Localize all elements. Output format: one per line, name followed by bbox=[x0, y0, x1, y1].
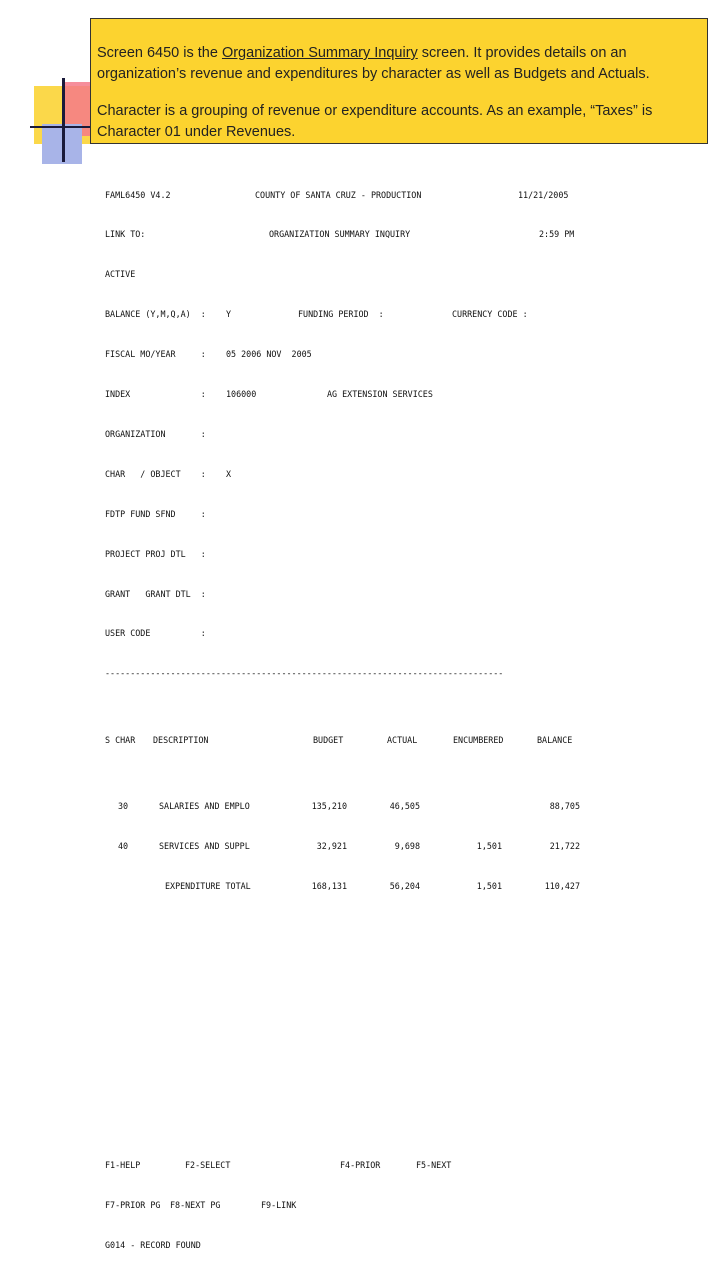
status-text: ACTIVE bbox=[105, 269, 136, 280]
index-row bbox=[105, 388, 705, 401]
project-row bbox=[105, 548, 705, 561]
grant-label: GRANT GRANT DTL : bbox=[105, 588, 206, 599]
f4-prior-key[interactable]: F4-PRIOR bbox=[340, 1160, 381, 1171]
user-code-row bbox=[105, 627, 705, 640]
description-text: Screen 6450 is the bbox=[97, 45, 222, 61]
fiscal-label: FISCAL MO/YEAR : bbox=[105, 349, 206, 360]
description-box bbox=[90, 18, 708, 144]
organization-label: ORGANIZATION : bbox=[105, 428, 206, 439]
grant-row bbox=[105, 588, 705, 601]
date: 11/21/2005 bbox=[518, 189, 569, 200]
index-description: AG EXTENSION SERVICES bbox=[327, 389, 433, 400]
decor-vertical-line bbox=[62, 78, 65, 162]
f2-select-key[interactable]: F2-SELECT bbox=[185, 1160, 231, 1171]
fdtp-row bbox=[105, 508, 705, 521]
fdtp-label: FDTP FUND SFND : bbox=[105, 508, 206, 519]
row-budget: 135,210 bbox=[311, 801, 347, 812]
row-description: SALARIES AND EMPLO bbox=[159, 801, 250, 812]
time: 2:59 PM bbox=[539, 229, 575, 240]
separator-row bbox=[105, 667, 705, 680]
screen-id: FAML6450 V4.2 bbox=[105, 189, 171, 200]
separator-line: ------------------------------------------------------------------------------- bbox=[105, 668, 504, 679]
total-description: EXPENDITURE TOTAL bbox=[165, 881, 251, 892]
organization-row bbox=[105, 428, 705, 441]
row-budget: 32,921 bbox=[316, 841, 347, 852]
system-name: COUNTY OF SANTA CRUZ - PRODUCTION bbox=[255, 189, 422, 200]
description-paragraph-2: Character is a grouping of revenue or expenditure accounts. As an example, “Taxes” is Character 01 under Revenues. bbox=[97, 103, 653, 140]
user-code-label: USER CODE : bbox=[105, 628, 206, 639]
column-header-balance: BALANCE bbox=[537, 734, 573, 745]
f1-help-key[interactable]: F1-HELP bbox=[105, 1160, 141, 1171]
row-actual: 9,698 bbox=[394, 841, 420, 852]
table-total-row bbox=[105, 880, 705, 893]
f5-next-key[interactable]: F5-NEXT bbox=[416, 1160, 452, 1171]
status-message: G014 - RECORD FOUND bbox=[105, 1240, 201, 1251]
row-encumbered: 1,501 bbox=[476, 841, 502, 852]
index-field[interactable]: 106000 bbox=[226, 389, 257, 400]
header-row-2 bbox=[105, 228, 705, 241]
terminal-screen bbox=[105, 162, 705, 1266]
status-row bbox=[105, 268, 705, 281]
fiscal-row bbox=[105, 348, 705, 361]
column-header-description: DESCRIPTION bbox=[153, 734, 209, 745]
f9-link-key[interactable]: F9-LINK bbox=[261, 1200, 297, 1211]
balance-field[interactable]: Y bbox=[226, 309, 232, 320]
screen-title: ORGANIZATION SUMMARY INQUIRY bbox=[269, 229, 411, 240]
char-field[interactable]: X bbox=[226, 468, 232, 479]
project-label: PROJECT PROJ DTL : bbox=[105, 548, 206, 559]
column-header-encumbered: ENCUMBERED bbox=[453, 734, 504, 745]
column-header-budget: BUDGET bbox=[313, 734, 344, 745]
row-balance: 88,705 bbox=[549, 801, 580, 812]
row-char: 40 bbox=[118, 841, 129, 852]
table-row[interactable] bbox=[105, 800, 705, 813]
message-row bbox=[105, 1239, 705, 1252]
total-encumbered: 1,501 bbox=[476, 881, 502, 892]
fiscal-field[interactable]: 05 2006 NOV 2005 bbox=[226, 349, 312, 360]
function-keys-row-1 bbox=[105, 1159, 705, 1172]
row-char: 30 bbox=[118, 801, 129, 812]
funding-period-label: FUNDING PERIOD : bbox=[298, 309, 384, 320]
char-row bbox=[105, 468, 705, 481]
total-budget: 168,131 bbox=[311, 881, 347, 892]
index-label: INDEX : bbox=[105, 389, 206, 400]
function-keys-row-2 bbox=[105, 1199, 705, 1212]
column-header-char: S CHAR bbox=[105, 734, 136, 745]
f7-prior-page-key[interactable]: F7-PRIOR PG bbox=[105, 1200, 161, 1211]
link-to-label: LINK TO: bbox=[105, 229, 146, 240]
description-text: screen. It provides details on an organization’s revenue and expenditures by character as well as Budgets and Actuals. bbox=[97, 45, 650, 82]
balance-row bbox=[105, 308, 705, 321]
total-actual: 56,204 bbox=[389, 881, 420, 892]
table-row[interactable] bbox=[105, 840, 705, 853]
column-header-actual: ACTUAL bbox=[387, 734, 418, 745]
balance-label: BALANCE (Y,M,Q,A) : bbox=[105, 309, 206, 320]
screen-name-link: Organization Summary Inquiry bbox=[221, 45, 418, 61]
row-balance: 21,722 bbox=[549, 841, 580, 852]
char-object-label: CHAR / OBJECT : bbox=[105, 468, 206, 479]
row-description: SERVICES AND SUPPL bbox=[159, 841, 250, 852]
header-row-1 bbox=[105, 189, 705, 202]
total-balance: 110,427 bbox=[544, 881, 580, 892]
row-actual: 46,505 bbox=[389, 801, 420, 812]
currency-code-label: CURRENCY CODE : bbox=[452, 309, 528, 320]
table-header bbox=[105, 734, 705, 747]
f8-next-page-key[interactable]: F8-NEXT PG bbox=[170, 1200, 221, 1211]
description-paragraph-1 bbox=[97, 43, 701, 85]
